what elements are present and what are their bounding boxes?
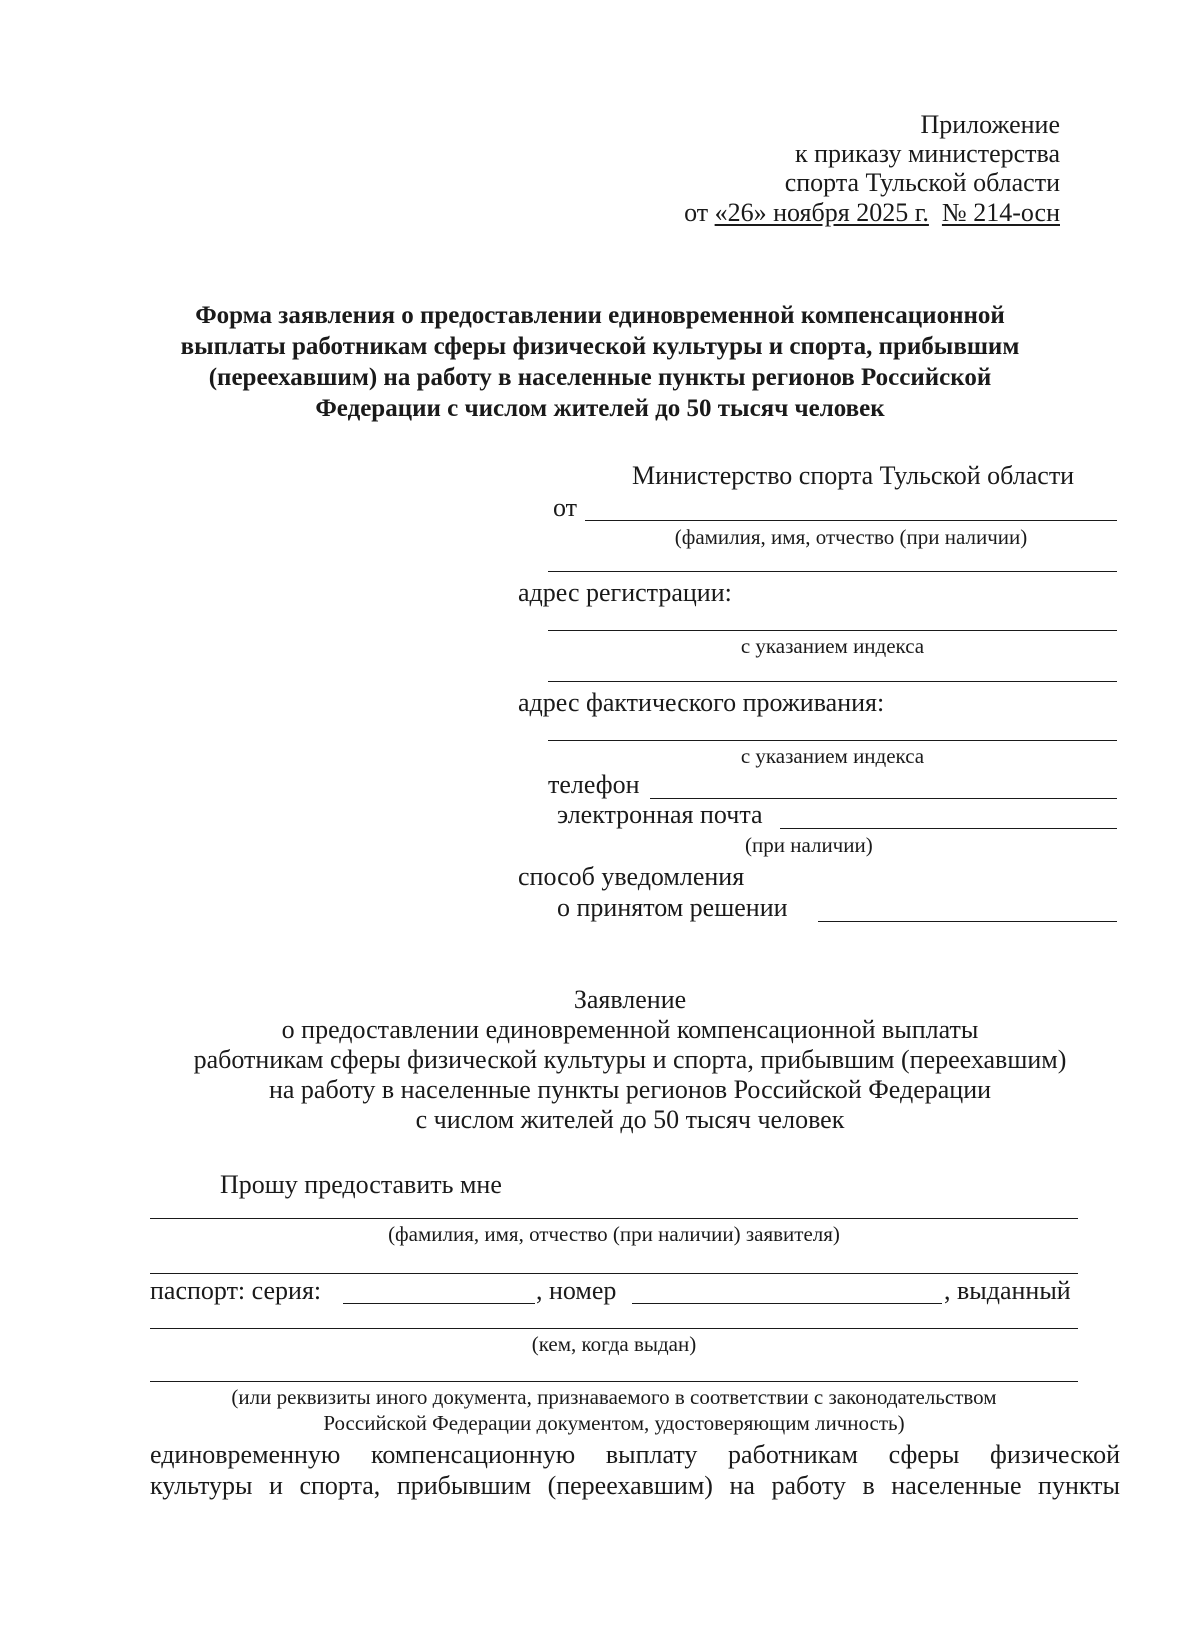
appendix-date: «26» ноября 2025 г. — [714, 198, 929, 227]
passport-series-field[interactable] — [343, 1303, 535, 1304]
notify-method-field[interactable] — [818, 921, 1117, 922]
phone-label: телефон — [548, 770, 640, 799]
registration-address-field-continued[interactable] — [548, 681, 1117, 682]
notify-label-line-1: способ уведомления — [518, 862, 745, 891]
passport-number-label: , номер — [536, 1276, 617, 1305]
notify-label-line-2: о принятом решении — [557, 893, 788, 922]
registration-index-hint: с указанием индекса — [740, 634, 925, 658]
other-document-hint-line-1: (или реквизиты иного документа, признаваемого в соответствии с законодательством — [231, 1385, 997, 1409]
applicant-fio-field[interactable] — [150, 1218, 1078, 1219]
statement-heading: Заявление — [573, 985, 687, 1014]
ministry-name: Министерство спорта Тульской области — [632, 461, 1075, 490]
appendix-number: № 214-осн — [941, 198, 1060, 227]
passport-issued-field[interactable] — [150, 1328, 1078, 1329]
appendix-date-line — [684, 198, 1060, 228]
applicant-fio-field-continued[interactable] — [150, 1273, 1078, 1274]
registration-address-label: адрес регистрации: — [518, 578, 732, 607]
passport-issued-label: , выданный — [944, 1276, 1071, 1305]
appendix-date-prefix: от — [684, 198, 709, 227]
other-document-field[interactable] — [150, 1381, 1078, 1382]
appendix-order-line: к приказу министерства — [795, 139, 1060, 168]
form-title-line-4: Федерации с числом жителей до 50 тысяч человек — [315, 395, 885, 422]
actual-address-index-hint: с указанием индекса — [740, 744, 925, 768]
actual-address-label: адрес фактического проживания: — [518, 688, 885, 717]
passport-series-label: паспорт: серия: — [150, 1276, 322, 1305]
from-label: от — [553, 493, 578, 522]
statement-title-line-1: о предоставлении единовременной компенсационной выплаты — [281, 1015, 979, 1044]
fio-field-continued[interactable] — [548, 571, 1117, 572]
actual-address-field[interactable] — [548, 740, 1117, 741]
form-title-line-2: выплаты работникам сферы физической культуры и спорта, прибывшим — [180, 333, 1020, 360]
passport-number-field[interactable] — [632, 1303, 942, 1304]
other-document-hint-line-2: Российской Федерации документом, удостоверяющим личность) — [323, 1411, 905, 1435]
appendix-title: Приложение — [920, 110, 1060, 139]
appendix-ministry-line: спорта Тульской области — [784, 168, 1060, 197]
request-text: Прошу предоставить мне — [220, 1170, 502, 1199]
applicant-fio-hint: (фамилия, имя, отчество (при наличии) заявителя) — [388, 1222, 840, 1246]
form-title-line-3: (переехавшим) на работу в населенные пункты регионов Российской — [208, 364, 992, 391]
fio-field[interactable] — [585, 520, 1117, 521]
email-field[interactable] — [780, 828, 1117, 829]
fio-hint: (фамилия, имя, отчество (при наличии) — [674, 525, 1028, 549]
statement-title-line-3: на работу в населенные пункты регионов Российской Федерации — [268, 1075, 992, 1104]
registration-address-field[interactable] — [548, 630, 1117, 631]
paragraph-line-2: культуры и спорта, прибывшим (переехавшим) на работу в населенные пункты — [150, 1471, 1120, 1500]
email-hint: (при наличии) — [745, 833, 873, 857]
issued-hint: (кем, когда выдан) — [531, 1332, 697, 1356]
paragraph-line-1: единовременную компенсационную выплату работникам сферы физической — [150, 1440, 1120, 1469]
form-title-line-1: Форма заявления о предоставлении единовременной компенсационной — [195, 302, 1005, 329]
email-label: электронная почта — [557, 800, 763, 829]
statement-title-line-4: с числом жителей до 50 тысяч человек — [415, 1105, 845, 1134]
statement-title-line-2: работникам сферы физической культуры и спорта, прибывшим (переехавшим) — [193, 1045, 1067, 1074]
phone-field[interactable] — [650, 798, 1117, 799]
